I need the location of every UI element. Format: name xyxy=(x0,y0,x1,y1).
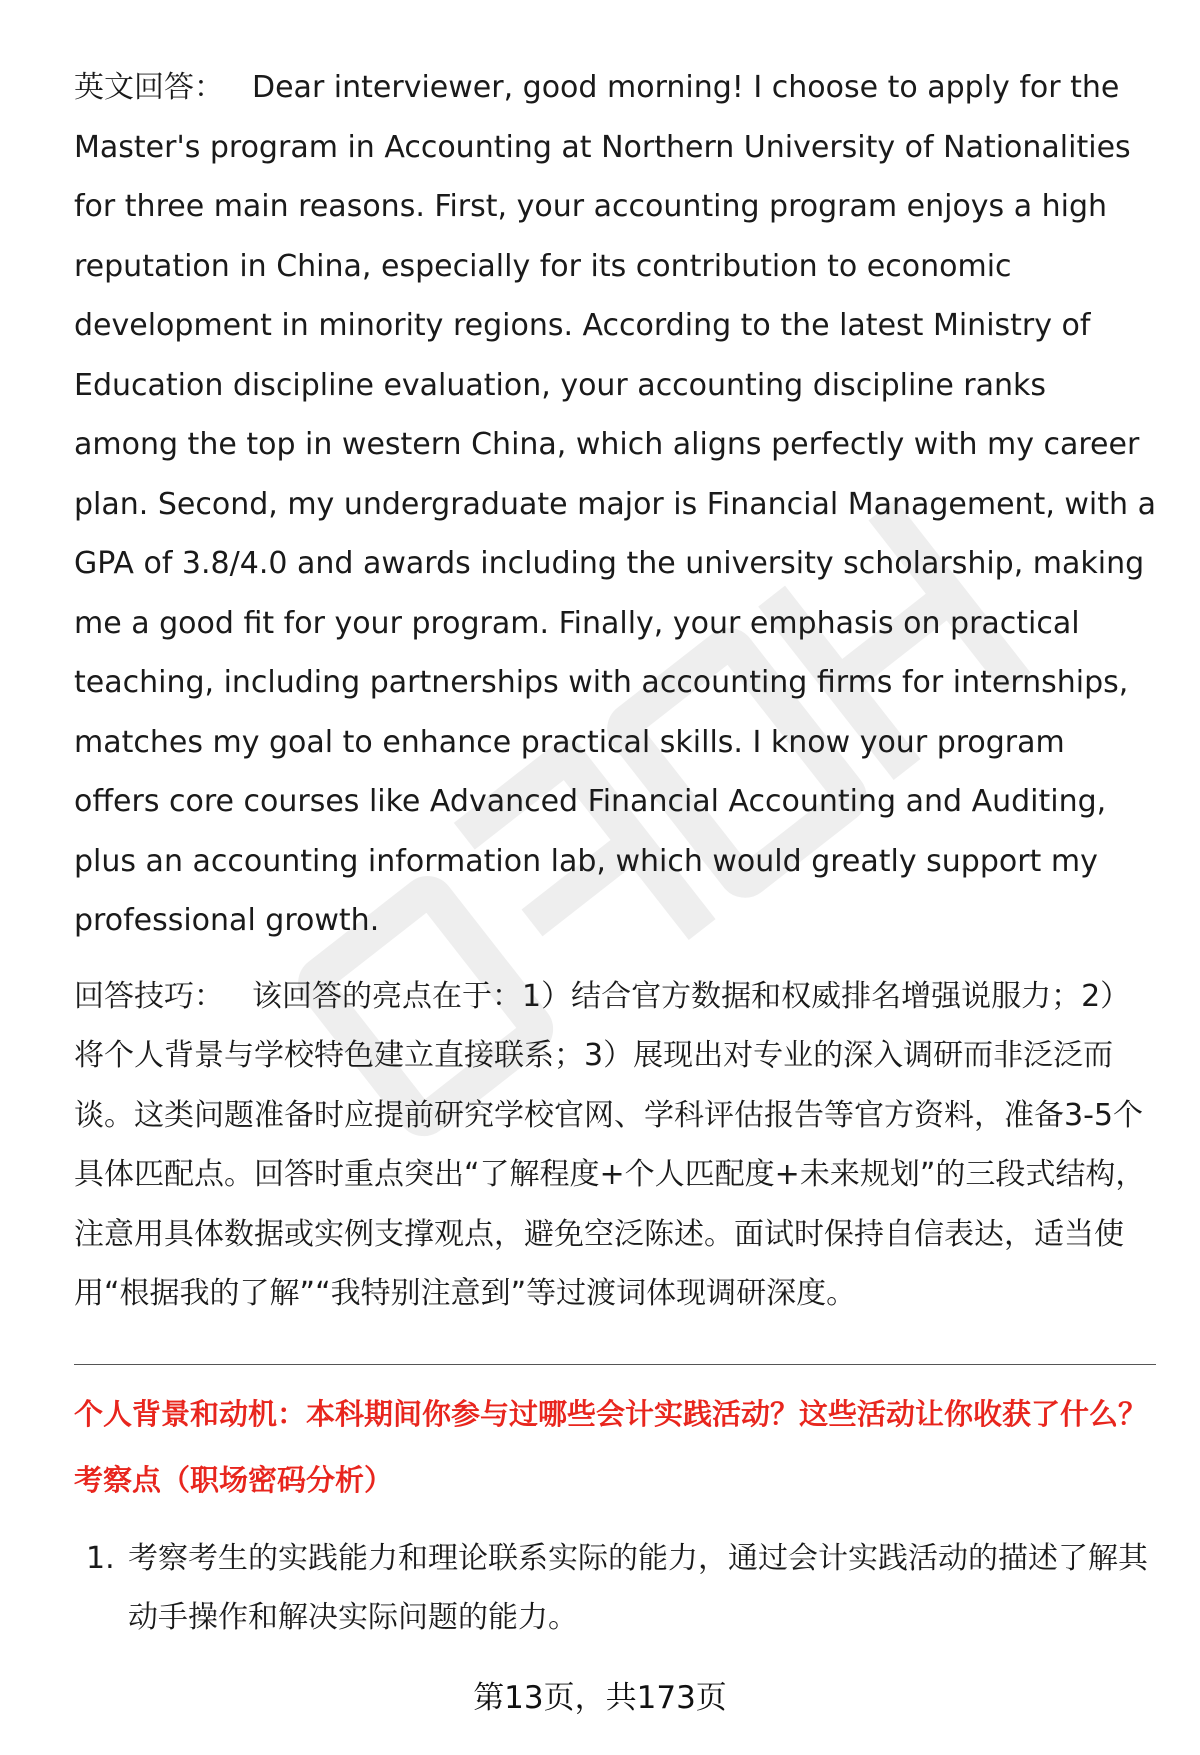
content-area xyxy=(74,58,1156,1648)
answer-tips-text: 该回答的亮点在于：1）结合官方数据和权威排名增强说服力；2）将个人背景与学校特色建立直接联系；3）展现出对专业的深入调研而非泛泛而谈。这类问题准备时应提前研究学校官网、学科评估报告等官方资料，准备3-5个具体匹配点。回答时重点突出“了解程度+个人匹配度+未来规划”的三段式结构，注意用具体数据或实例支撑观点，避免空泛陈述。面试时保持自信表达，适当使用“根据我的了解”“我特别注意到”等过渡词体现调研深度。 xyxy=(74,978,1146,1311)
page-number-footer: 第13页，共173页 xyxy=(473,1680,727,1716)
question-heading: 个人背景和动机：本科期间你参与过哪些会计实践活动？这些活动让你收获了什么？ xyxy=(74,1396,1148,1431)
section-divider xyxy=(74,1364,1156,1365)
english-answer-paragraph xyxy=(74,58,1156,951)
list-item-number: 1. xyxy=(86,1540,115,1576)
english-answer-text: Dear interviewer, good morning! I choose to apply for the Master's program in Accounting at Northern University of Nationalities for three main reasons. First, your accounting program enjoys a high reputation in China, especially for its contribution to economic development in minority regions. According to the latest Ministry of Education discipline evaluation, your accounting discipline ranks among the top in western China, which aligns perfectly with my career plan. Second, my undergraduate major is Financial Management, with a GPA of 3.8/4.0 and awards including the university scholarship, making me a good fit for your program. Finally, your emphasis on practical teaching, including partnerships with accounting firms for internships, matches my goal to enhance practical skills. I know your program offers core courses like Advanced Financial Accounting and Auditing, plus an accounting information lab, which would greatly support my professional growth. xyxy=(74,70,1156,938)
answer-tips-paragraph xyxy=(74,967,1156,1324)
answer-tips-label: 回答技巧： xyxy=(74,978,224,1014)
list-item-text: 考察考生的实践能力和理论联系实际的能力，通过会计实践活动的描述了解其动手操作和解决实际问题的能力。 xyxy=(128,1540,1148,1635)
english-answer-label: 英文回答： xyxy=(74,70,224,105)
list-item xyxy=(74,1529,1156,1648)
assessment-points-heading: 考察点（职场密码分析） xyxy=(74,1462,394,1497)
assessment-points-list xyxy=(74,1529,1156,1648)
